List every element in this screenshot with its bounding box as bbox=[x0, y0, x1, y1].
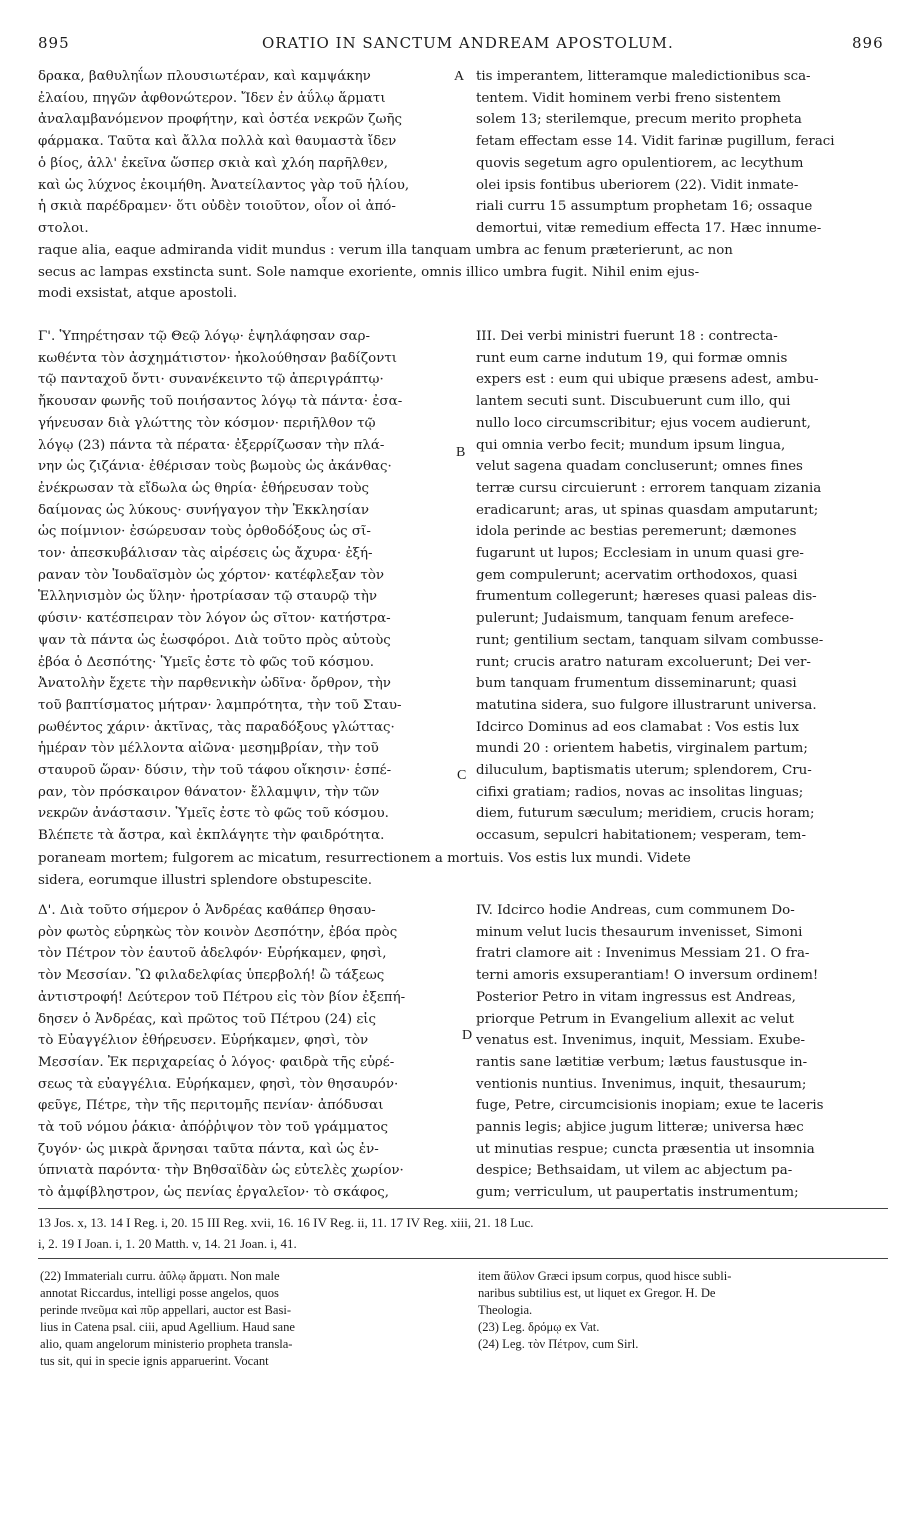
text-line: τὰ τοῦ νόμου ῥάκια· ἀπόῤῥιψον τὸν τοῦ γράμματος bbox=[38, 1120, 388, 1136]
text-line: γήνευσαν διὰ γλώττης τὸν κόσμον· περιῆλθον τῷ bbox=[38, 415, 376, 431]
text-line: σεως τὰ εὐαγγέλια. Εὑρήκαμεν, φησὶ, τὸν θησαυρόν· bbox=[38, 1076, 399, 1092]
text-line: σταυροῦ ὥραν· δύσιν, τὴν τοῦ τάφου οἴκησιν· ἑσπέ- bbox=[38, 763, 392, 779]
text-line: diluculum, baptismatis uterum; splendorem, Cru- bbox=[476, 763, 812, 779]
greek-section-4 bbox=[38, 900, 450, 1204]
page-number-right: 896 bbox=[852, 34, 884, 52]
text-line: tis imperantem, litteramque maledictionibus sca- bbox=[476, 69, 811, 84]
text-line: demortui, vitæ remedium effecta 17. Hæc innume- bbox=[476, 220, 822, 236]
text-line: ὁ βίος, ἀλλ' ἐκεῖνα ὥσπερ σκιὰ καὶ χλόη παρῆλθεν, bbox=[38, 155, 388, 171]
text-line: Δ'. Διὰ τοῦτο σήμερον ὁ Ἀνδρέας καθάπερ θησαυ- bbox=[38, 903, 376, 918]
text-line: δρακα, βαθυληΐων πλουσιωτέραν, καὶ καμψάκην bbox=[38, 69, 371, 84]
text-line: τὸν Μεσσίαν. Ὢ φιλαδελφίας ὑπερβολή! ὢ τάξεως bbox=[38, 968, 385, 984]
text-line: idola perinde ac bestias peremerunt; dæmones bbox=[476, 524, 797, 540]
text-line: cifixi gratiam; radios, novas ac insolitas linguas; bbox=[476, 784, 804, 800]
text-line: poraneam mortem; fulgorem ac micatum, resurrectionem a mortuis. Vos estis lux mundi. Videte bbox=[38, 851, 691, 866]
text-line: νην ὡς ζιζάνια· ἐθέρισαν τοὺς βωμοὺς ὡς ἀκάνθας· bbox=[38, 459, 392, 475]
text-line: fugarunt ut lupos; Ecclesiam in unum quasi gre- bbox=[476, 546, 804, 562]
text-line: ἐνέκρωσαν τὰ εἴδωλα ὡς θηρία· ἐθήρευσαν τοὺς bbox=[38, 480, 370, 496]
text-line: gem compulerunt; acervatim orthodoxos, quasi bbox=[476, 567, 798, 583]
text-line: Γ'. Ὑπηρέτησαν τῷ Θεῷ λόγῳ· ἐψηλάφησαν σαρ- bbox=[38, 329, 370, 344]
text-line: pulerunt; Judaismum, tanquam fenum arefece- bbox=[476, 611, 794, 627]
text-line: runt eum carne indutum 19, qui formæ omnis bbox=[476, 350, 788, 366]
text-line: riali curru 15 assumptum prophetam 16; ossaque bbox=[476, 199, 813, 215]
text-line: 13 Jos. x, 13. 14 I Reg. i, 20. 15 III Reg. xvii, 16. 16 IV Reg. ii, 11. 17 IV Reg. xiii, 21. 18 Luc. bbox=[38, 1215, 534, 1230]
text-line: τον· ἀπεσκυβάλισαν τὰς αἱρέσεις ὡς ἄχυρα· ἐξή- bbox=[38, 546, 373, 562]
text-line: velut sagena quadam concluserunt; omnes fines bbox=[476, 459, 803, 475]
text-line: τῷ πανταχοῦ ὄντι· συνανέκειντο τῷ ἀπεριγράπτῳ· bbox=[38, 372, 384, 388]
running-title: ORATIO IN SANCTUM ANDREAM APOSTOLUM. bbox=[262, 34, 674, 52]
greek-column-1 bbox=[38, 66, 450, 240]
margin-marker-c: C bbox=[457, 768, 467, 783]
text-line: Idcirco Dominus ad eos clamabat : Vos estis lux bbox=[476, 719, 800, 735]
text-line: (22) Immaterialı curru. ἀΰλῳ ἅρματι. Non male bbox=[40, 1269, 280, 1283]
text-line: ἀντιστροφή! Δεύτερον τοῦ Πέτρου εἰς τὸν βίον ἐξεπή- bbox=[38, 989, 406, 1005]
latin-full-width-1 bbox=[38, 240, 888, 305]
latin-column-1 bbox=[476, 66, 888, 240]
text-line: καὶ ὡς λύχνος ἐκοιμήθη. Ἀνατείλαντος γὰρ τοῦ ἡλίου, bbox=[38, 177, 410, 193]
text-line: despice; Bethsaidam, ut vilem ac abjectum pa- bbox=[476, 1163, 793, 1179]
text-line: φύσιν· κατέσπειραν τὸν λόγον ὡς σῖτον· κατήστρα- bbox=[38, 611, 391, 627]
text-line: κωθέντα τὸν ἀσχημάτιστον· ἠκολούθησαν βαδίζοντι bbox=[38, 350, 398, 366]
text-line: στολοι. bbox=[38, 220, 89, 236]
text-line: λόγῳ (23) πάντα τὰ πέρατα· ἐξερρίζωσαν τὴν πλά- bbox=[38, 437, 385, 453]
text-line: (23) Leg. δρόμῳ ex Vat. bbox=[478, 1320, 600, 1334]
text-line: solem 13; sterilemque, precum merito propheta bbox=[476, 112, 802, 128]
text-line: δαίμονας ὡς λύκους· συνήγαγον τὴν Ἐκκλησίαν bbox=[38, 502, 369, 518]
text-line: runt; crucis aratro naturam excoluerunt; Dei ver- bbox=[476, 654, 811, 670]
text-line: lantem secuti sunt. Discubuerunt cum illo, qui bbox=[476, 394, 791, 410]
text-line: expers est : eum qui ubique præsens adest, ambu- bbox=[476, 372, 819, 388]
text-line: eradicarunt; aras, ut spinas quasdam amputarunt; bbox=[476, 502, 819, 518]
text-line: quovis segetum agro opulentiorem, ac lecythum bbox=[476, 155, 804, 171]
text-line: Βλέπετε τὰ ἄστρα, καὶ ἐκπλάγητε τὴν φαιδρότητα. bbox=[38, 828, 385, 844]
latin-section-4 bbox=[476, 900, 888, 1204]
text-line: tentem. Vidit hominem verbi freno sistentem bbox=[476, 90, 782, 106]
margin-marker-a: A bbox=[454, 69, 465, 84]
text-line: ἡμέραν τὸν μέλλοντα αἰῶνα· μεσημβρίαν, τὴν τοῦ bbox=[38, 741, 379, 757]
text-line: ύπνιατὰ παρόντα· τὴν Βηθσαϊδὰν ὡς εὐτελὲς χωρίον· bbox=[38, 1163, 404, 1179]
text-line: raque alia, eaque admiranda vidit mundus : verum illa tanquam umbra ac fenum præterierunt, ac non bbox=[38, 243, 733, 258]
text-line: alio, quam angelorum ministerio propheta transla- bbox=[40, 1337, 293, 1351]
text-line: tus sit, qui in specie ignis apparuerint. Vocant bbox=[40, 1354, 269, 1368]
text-line: III. Dei verbi ministri fuerunt 18 : contrecta- bbox=[476, 329, 778, 344]
text-line: τὸν Πέτρον τὸν ἑαυτοῦ ἀδελφόν· Εὑρήκαμεν, φησὶ, bbox=[38, 946, 387, 962]
text-line: ἐβόα ὁ Δεσπότης· Ὑμεῖς ἐστε τὸ φῶς τοῦ κόσμου. bbox=[38, 654, 375, 670]
text-line: priorque Petrum in Evangelium allexit ac velut bbox=[476, 1011, 795, 1027]
footnote-separator bbox=[38, 1208, 888, 1209]
text-line: Ἀνατολὴν ἔχετε τὴν παρθενικὴν ὠδῖνα· ὄρθρον, τὴν bbox=[38, 676, 391, 692]
text-line: frumentum collegerunt; hæreses quasi paleas dis- bbox=[476, 589, 817, 605]
text-line: occasum, sepulcri habitationem; vesperam, tem- bbox=[476, 828, 807, 844]
text-line: nullo loco circumscribitur; ejus vocem audierunt, bbox=[476, 415, 811, 431]
text-line: ventionis nuntius. Invenimus, inquit, thesaurum; bbox=[476, 1076, 807, 1092]
text-line: pannis legis; abjice jugum litteræ; universa hæc bbox=[476, 1120, 804, 1136]
text-line: secus ac lampas exstincta sunt. Sole namque exoriente, omnis illico umbra fugit. Nihil enim ejus- bbox=[38, 264, 700, 280]
text-line: ρὸν φωτὸς εὑρηκὼς τὸν κοινὸν Δεσπότην, ἐβόα πρὸς bbox=[38, 924, 398, 940]
text-line: τοῦ βαπτίσματος μήτραν· λαμπρότητα, τὴν τοῦ Σταυ- bbox=[38, 697, 402, 713]
text-line: Ἑλληνισμὸν ὡς ὕλην· ἠροτρίασαν τῷ σταυρῷ τὴν bbox=[38, 589, 377, 605]
text-line: matutina sidera, suo fulgore illustrarunt universa. bbox=[476, 697, 817, 713]
text-line: perinde πνεῦμα καὶ πῦρ appellari, auctor est Basi- bbox=[40, 1303, 292, 1317]
text-line: ἡ σκιὰ παρέδραμεν· ὅτι οὐδὲν τοιοῦτον, οἷον οἱ ἀπό- bbox=[38, 199, 396, 215]
text-line: νεκρῶν ἀνάστασιν. Ὑμεῖς ἐστε τὸ φῶς τοῦ κόσμου. bbox=[38, 806, 389, 822]
text-line: qui omnia verbo fecit; mundum ipsum lingua, bbox=[476, 437, 786, 453]
text-line: venatus est. Invenimus, inquit, Messiam. Exube- bbox=[476, 1033, 806, 1049]
text-line: minum velut lucis thesaurum invenisset, Simoni bbox=[476, 924, 803, 940]
text-line: ζυγόν· ὡς μικρὰ ἄρνησαι ταῦτα πάντα, καὶ ὡς ἐν- bbox=[38, 1141, 379, 1157]
editor-notes-right bbox=[478, 1268, 888, 1353]
text-line: diem, futurum sæculum; meridiem, crucis horam; bbox=[476, 806, 815, 822]
text-line: mundi 20 : orientem habetis, virginalem partum; bbox=[476, 741, 808, 757]
text-line: ὡς ποίμνιον· ἐσώρευσαν τοὺς ὀρθοδόξους ὡς σῖ- bbox=[38, 524, 371, 540]
text-line: ραν, τὸν πρόσκαιρον θάνατον· ἔλλαμψιν, τὴν τῶν bbox=[38, 784, 380, 800]
text-line: ἀναλαμβανόμενον προφήτην, καὶ ὀστέα νεκρῶν ζωῆς bbox=[38, 112, 402, 128]
margin-marker-b: B bbox=[456, 445, 466, 460]
text-line: ρωθέντος χάριν· ἀκτῖνας, τὰς παραδόξους γλώττας· bbox=[38, 719, 395, 735]
text-line: terni amoris exsuperantiam! O inversum ordinem! bbox=[476, 968, 819, 984]
text-line: Μεσσίαν. Ἐκ περιχαρείας ὁ λόγος· φαιδρὰ τῆς εὑρέ- bbox=[38, 1054, 395, 1070]
text-line: τὸ ἀμφίβληστρον, ὡς πενίας ἐργαλεῖον· τὸ σκάφος, bbox=[38, 1185, 390, 1201]
text-line: bum tanquam frumentum disseminarunt; quasi bbox=[476, 676, 797, 692]
latin-section-3 bbox=[476, 326, 888, 847]
text-line: sidera, eorumque illustri splendore obstupescite. bbox=[38, 872, 373, 888]
text-line: ἤκουσαν φωνῆς τοῦ ποιήσαντος λόγῳ τὰ πάντα· ἐσα- bbox=[38, 394, 403, 410]
text-line: i, 2. 19 I Joan. i, 1. 20 Matth. v, 14. 21 Joan. i, 41. bbox=[38, 1236, 297, 1251]
text-line: annotat Riccardus, intelligi posse angelos, quos bbox=[40, 1286, 279, 1300]
text-line: IV. Idcirco hodie Andreas, cum communem Do- bbox=[476, 903, 795, 918]
text-line: modi exsistat, atque apostoli. bbox=[38, 286, 238, 302]
text-line: ραναν τὸν Ἰουδαϊσμὸν ὡς χόρτον· κατέφλεξαν τὸν bbox=[38, 567, 385, 583]
greek-section-3 bbox=[38, 326, 450, 847]
text-line: naribus subtilius est, ut liquet ex Gregor. H. De bbox=[478, 1286, 716, 1300]
text-line: δησεν ὁ Ἀνδρέας, καὶ πρῶτος τοῦ Πέτρου (24) εἰς bbox=[38, 1011, 377, 1027]
scripture-footnotes bbox=[38, 1212, 888, 1254]
text-line: fetam effectam esse 14. Vidit farinæ pugillum, feraci bbox=[476, 134, 835, 150]
text-line: olei ipsis fontibus uberiorem (22). Vidit inmate- bbox=[476, 177, 799, 193]
text-line: (24) Leg. τὸν Πέτρον, cum Sirl. bbox=[478, 1337, 639, 1351]
text-line: fratri clamore ait : Invenimus Messiam 21. O fra- bbox=[476, 946, 810, 962]
margin-marker-d: D bbox=[462, 1028, 473, 1043]
latin-full-width-2 bbox=[38, 848, 888, 891]
editor-notes-left bbox=[40, 1268, 455, 1370]
notes-separator bbox=[38, 1258, 888, 1259]
text-line: gum; verriculum, ut paupertatis instrumentum; bbox=[476, 1185, 799, 1201]
text-line: rantis sane lætitiæ verbum; lætus faustusque in- bbox=[476, 1054, 808, 1070]
text-line: item ἄϋλον Græci ipsum corpus, quod hisce subli- bbox=[478, 1269, 732, 1283]
text-line: runt; gentilium sectam, tanquam silvam combusse- bbox=[476, 632, 824, 648]
text-line: φεῦγε, Πέτρε, τὴν τῆς περιτομῆς πενίαν· ἀπόδυσαι bbox=[38, 1098, 384, 1114]
text-line: Theologia. bbox=[478, 1303, 533, 1317]
text-line: ψαν τὰ πάντα ὡς ἑωσφόροι. Διὰ τοῦτο πρὸς αὐτοὺς bbox=[38, 632, 391, 648]
page-number-left: 895 bbox=[38, 34, 70, 52]
text-line: τὸ Εὐαγγέλιον ἐθήρευσεν. Εὑρήκαμεν, φησὶ, τὸν bbox=[38, 1033, 369, 1049]
text-line: φάρμακα. Ταῦτα καὶ ἄλλα πολλὰ καὶ θαυμαστὰ ἴδεν bbox=[38, 134, 397, 150]
text-line: lius in Catena psal. ciii, apud Agellium. Haud sane bbox=[40, 1320, 295, 1334]
text-line: ἐλαίου, πηγῶν ἀφθονώτερον. Ἴδεν ἐν ἀΰλῳ ἅρματι bbox=[38, 90, 386, 106]
text-line: Posterior Petro in vitam ingressus est Andreas, bbox=[476, 989, 796, 1005]
text-line: fuge, Petre, circumcisionis inopiam; exue te laceris bbox=[476, 1098, 824, 1114]
text-line: ut minutias respue; cuncta præsentia ut insomnia bbox=[476, 1141, 815, 1157]
text-line: terræ cursu circuierunt : errorem tanquam zizania bbox=[476, 480, 822, 496]
